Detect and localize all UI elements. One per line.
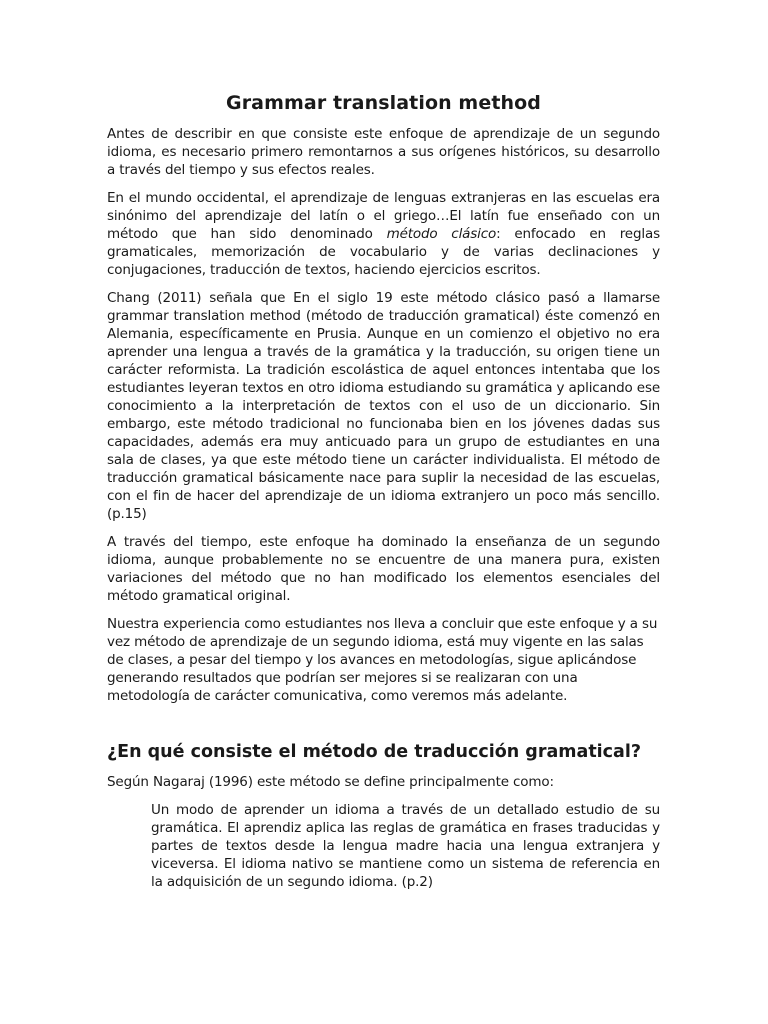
paragraph-over-time: A través del tiempo, este enfoque ha dominado la enseñanza de un segundo idioma, aunque probablemente no se encuentre de una manera pura, existen variaciones del método que no han modificado los elementos esenciales del método gramatical original. — [107, 534, 660, 604]
section-heading: ¿En qué consiste el método de traducción gramatical? — [107, 742, 642, 762]
document-page — [107, 90, 660, 901]
paragraph-experience: Nuestra experiencia como estudiantes nos lleva a concluir que este enfoque y a su vez método de aprendizaje de un segundo idioma, está muy vigente en las salas de clases, a pesar del tiempo y los avances en metodologías, sigue aplicándose generando resultados que podrían ser mejores si se realizaran con una metodología de carácter comunicativa, como veremos más adelante. — [107, 616, 658, 704]
block-quote — [151, 801, 660, 891]
paragraph-intro: Antes de describir en que consiste este enfoque de aprendizaje de un segundo idioma, es necesario primero remontarnos a sus orígenes históricos, su desarrollo a través del tiempo y sus efectos reales. — [107, 126, 660, 178]
paragraph-nagaraj-intro: Según Nagaraj (1996) este método se define principalmente como: — [107, 774, 554, 790]
italic-term: método clásico — [386, 226, 497, 242]
paragraph-classic-method-text-a: En el mundo occidental, el aprendizaje de lenguas extranjeras en las escuelas era sinónimo del aprendizaje del latín o el griego…El latín fue enseñado con un método que han sido denominado — [107, 190, 660, 242]
document-title: Grammar translation method — [226, 92, 541, 114]
paragraph-classic-method — [107, 189, 660, 279]
block-quote-text: Un modo de aprender un idioma a través de un detallado estudio de su gramática. El aprendiz aplica las reglas de gramática en frases traducidas y partes de textos desde la lengua madre hacia una lengua extranjera y viceversa. El idioma nativo se mantiene como un sistema de referencia en la adquisición de un segundo idioma. (p.2) — [151, 802, 660, 890]
paragraph-chang-citation: Chang (2011) señala que En el siglo 19 este método clásico pasó a llamarse grammar translation method (método de traducción gramatical) éste comenzó en Alemania, específicamente en Prusia. Aunque en un comienzo el objetivo no era aprender una lengua a través de la gramática y la traducción, su origen tiene un carácter reformista. La tradición escolástica de aquel entonces intentaba que los estudiantes leyeran textos en otro idioma estudiando su gramática y aplicando ese conocimiento a la interpretación de textos con el uso de un diccionario. Sin embargo, este método tradicional no funcionaba bien en los jóvenes dadas sus capacidades, además era muy anticuado para un grupo de estudiantes en una sala de clases, ya que este método tiene un carácter individualista. El método de traducción gramatical básicamente nace para suplir la necesidad de las escuelas, con el fin de hacer del aprendizaje de un idioma extranjero un poco más sencillo. (p.15) — [107, 290, 660, 522]
paragraph-classic-method-text-b: : enfocado en reglas gramaticales, memorización de vocabulario y de varias declinaciones y conjugaciones, traducción de textos, haciendo ejercicios escritos. — [107, 226, 660, 278]
